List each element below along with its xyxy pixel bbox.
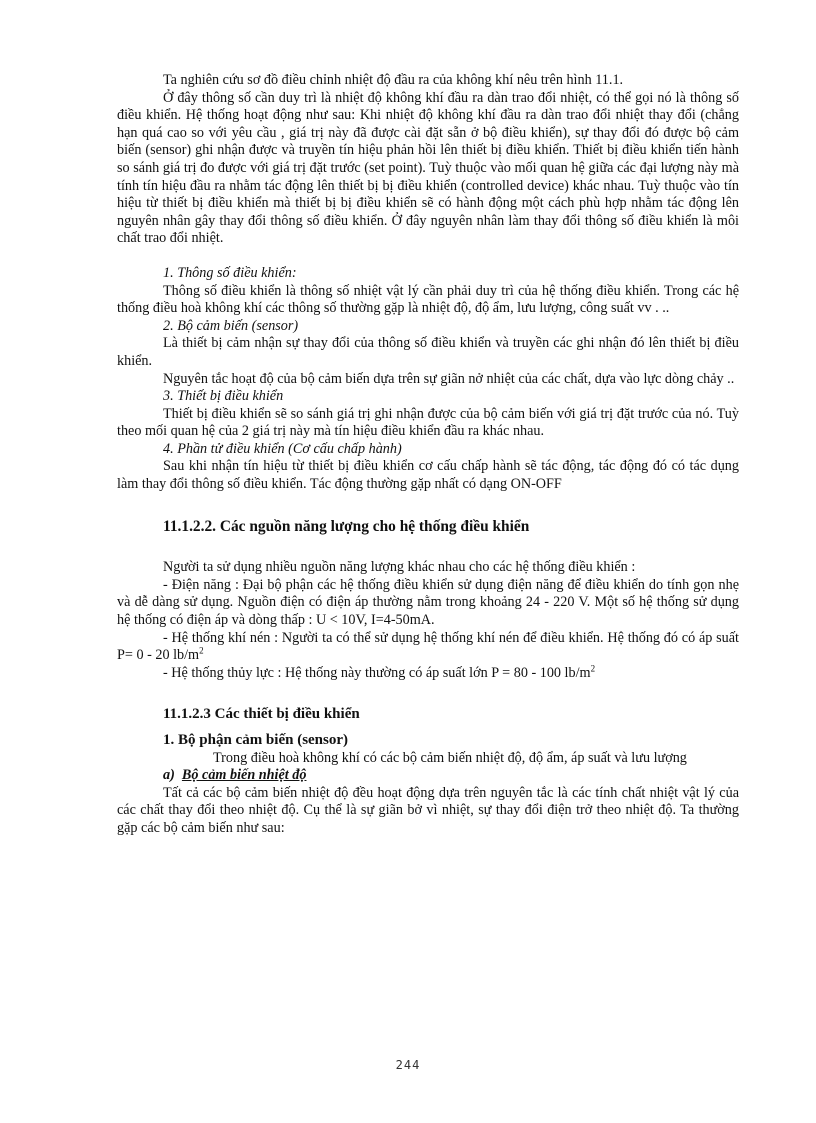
devices-sub-a-title [117,767,739,785]
component-3-text: Thiết bị điều khiển sẽ so sánh giá trị ghi nhận được của bộ cảm biến với giá trị đặt trước của nó. Tuỳ theo mối quan hệ của 2 giá trị này mà tín hiệu điều khiển đầu ra khác nhau. [117,405,739,440]
devices-sub-a-text: Tất cả các bộ cảm biến nhiệt độ đều hoạt động dựa trên nguyên tắc là các tính chất nhiệt vật lý của các chất thay đổi theo nhiệt độ. Cụ thể là sự giãn bở vì nhiệt, sự thay đổi điện trở theo nhiệt độ. Ta thường gặp các bộ cảm biến như sau: [117,784,739,836]
component-2-title: 2. Bộ cảm biến (sensor) [163,317,299,334]
energy-pneumatic [117,630,739,665]
devices-sub1-title: 1. Bộ phận cảm biến (sensor) [163,732,349,748]
energy-heading: 11.1.2.2. Các nguồn năng lượng cho hệ thống điều khiển [163,517,530,535]
energy-pneumatic-sup: 2 [199,645,204,656]
devices-sub-a-name: Bộ cảm biến nhiệt độ [181,767,307,784]
component-3-title: 3. Thiết bị điều khiển [163,388,284,405]
energy-hydraulic [117,665,739,683]
spacer [117,682,739,706]
energy-pneumatic-text: - Hệ thống khí nén : Người ta có thể sử dụng hệ thống khí nén để điều khiển. Hệ thống đó có áp suất P= 0 - 20 lb/m [117,629,739,664]
devices-sub1-text: Trong điều hoà không khí có các bộ cảm biến nhiệt độ, độ ẩm, áp suất và lưu lượng [213,749,687,766]
component-1-text: Thông số điều khiển là thông số nhiệt vật lý cần phải duy trì của hệ thống điều khiển. Trong các hệ thống điều hoà không khí các thông số thường gặp là nhiệt độ, độ ẩm, lưu lượng, công suất vv . .. [117,282,739,317]
devices-heading: 11.1.2.3 Các thiết bị điều khiển [163,706,360,723]
energy-electric: - Điện năng : Đại bộ phận các hệ thống điều khiển sử dụng điện năng để điều khiển do tính gọn nhẹ và dễ dàng sử dụng. Nguồn điện có điện áp thường nằm trong khoảng 24 - 220 V. Một số hệ thống sử dụng hệ thống có điện áp và dòng thấp : U < 10V, I=4-50mA. [117,576,739,629]
energy-hydraulic-sup: 2 [590,663,596,674]
spacer [117,494,739,518]
spacer [117,535,739,559]
page-number: 244 [395,1058,421,1072]
energy-hydraulic-text: - Hệ thống thủy lực : Hệ thống này thường có áp suất lớn P = 80 - 100 lb/m [163,664,591,681]
intro-paragraph-1: Ta nghiên cứu sơ đồ điều chỉnh nhiệt độ đầu ra của không khí nêu trên hình 11.1. [163,72,624,88]
component-4-text: Sau khi nhận tín hiệu từ thiết bị điều khiển cơ cấu chấp hành sẽ tác động, tác động đó có tác dụng làm thay đổi thông số điều khiển. Tác động thường gặp nhất có dạng ON-OFF [117,458,739,493]
document-page [117,72,739,838]
spacer [117,248,739,265]
intro-paragraph-2: Ở đây thông số cần duy trì là nhiệt độ không khí đầu ra dàn trao đổi nhiệt, có thể gọi nó là thông số điều khiển. Hệ thống hoạt động như sau: Khi nhiệt độ không khí đầu ra dàn trao đổi nhiệt thay đổi (chẳng hạn quá cao so với yêu cầu , giá trị này đã được cài đặt sẵn ở bộ điều khiển), sự thay đổi đó được bộ cảm biến (sensor) ghi nhận được và truyền tín hiệu phản hồi lên thiết bị điều khiển. Thiết bị điều khiển tiến hành so sánh giá trị đo được với giá trị đặt trước (set point). Tuỳ thuộc vào mối quan hệ giữa các đại lượng này mà tính tín hiệu đầu ra nhằm tác động lên thiết bị bị điều khiển (controlled device) khác nhau. Tuỳ thuộc vào tín hiệu từ thiết bị điều khiển mà thiết bị bị điều khiển sẽ có hành động một cách phù hợp nhằm tác động lên nguyên nhân gây thay đổi thông số điều khiển. Ở đây nguyên nhân làm thay đổi thông số điều khiển là môi chất trao đổi nhiệt. [117,89,739,247]
devices-sub-a-label: a) [163,767,175,784]
component-2-text-1: Là thiết bị cảm nhận sự thay đổi của thông số điều khiển và truyền các ghi nhận đó lên thiết bị điều khiển. [117,335,739,369]
spacer [117,724,739,732]
component-2-text-2: Nguyên tắc hoạt độ của bộ cảm biến dựa trên sự giãn nở nhiệt của các chất, dựa vào lực dòng chảy .. [163,370,735,387]
component-1-title: 1. Thông số điều khiển: [163,264,297,281]
energy-intro: Người ta sử dụng nhiều nguồn năng lượng khác nhau cho các hệ thống điều khiển : [163,559,636,576]
component-4-title: 4. Phần tử điều khiển (Cơ cấu chấp hành) [163,440,402,457]
